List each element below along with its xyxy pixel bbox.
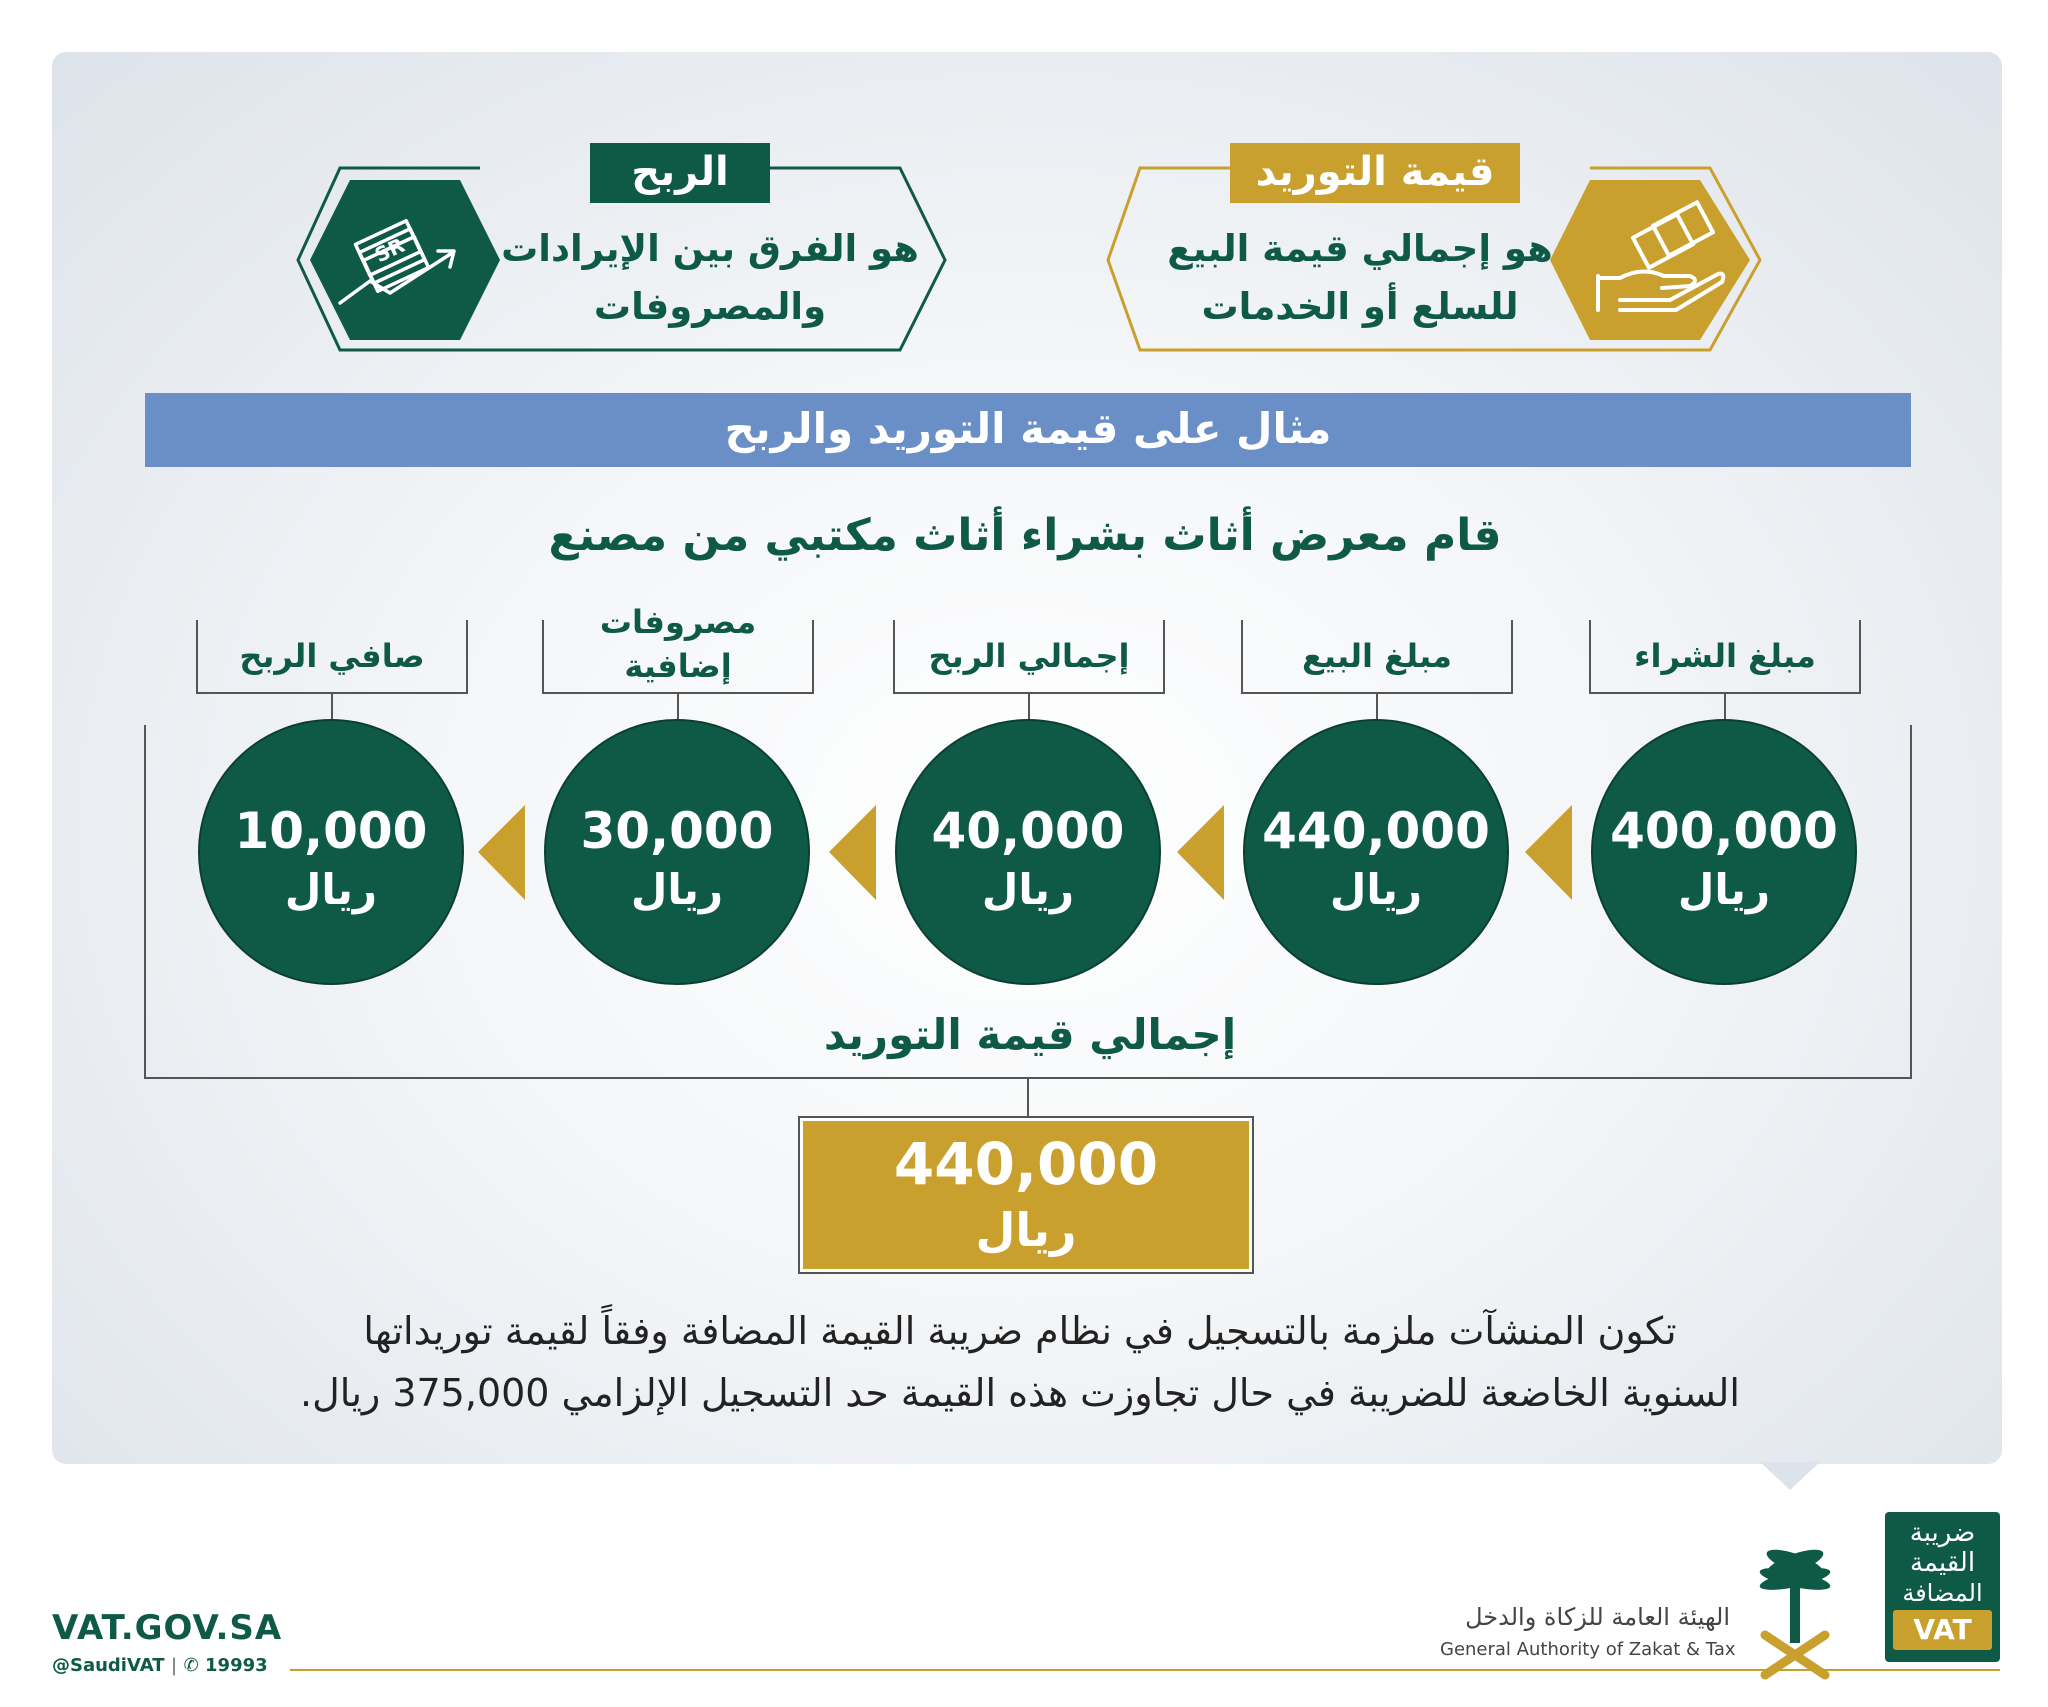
step-value-net-profit-currency: ريال	[284, 865, 378, 914]
vat-logo-ar-line1: ضريبة	[1909, 1518, 1976, 1548]
step-label-sale: مبلغ البيع	[1302, 637, 1452, 675]
authority-name-ar: الهيئة العامة للزكاة والدخل	[1465, 1603, 1730, 1631]
step-value-purchase-currency: ريال	[1677, 865, 1771, 914]
step-label-net-profit: صافي الربح	[239, 637, 425, 675]
example-subtitle: قام معرض أثاث بشراء أثاث مكتبي من مصنع	[548, 510, 1502, 561]
profit-title: الربح	[590, 143, 770, 203]
step-label-purchase: مبلغ الشراء	[1634, 637, 1816, 675]
profit-description-line1: هو الفرق بين الإيرادات	[501, 227, 919, 270]
supply-description-line1: هو إجمالي قيمة البيع	[1167, 227, 1553, 270]
registration-note-line1: تكون المنشآت ملزمة بالتسجيل في نظام ضريبة القيمة المضافة وفقاً لقيمة توريداتها	[363, 1309, 1677, 1353]
vat-logo-ar-line2: القيمة	[1909, 1548, 1976, 1578]
sr-icon-text: SR	[370, 232, 409, 268]
step-value-extra-expenses-amount: 30,000	[580, 802, 774, 860]
step-label-gross-profit: إجمالي الربح	[928, 637, 1130, 675]
phone-icon: ✆	[183, 1655, 199, 1676]
example-banner: مثال على قيمة التوريد والربح	[145, 393, 1911, 467]
supply-title: قيمة التوريد	[1230, 143, 1520, 203]
total-supply-label: إجمالي قيمة التوريد	[823, 1010, 1237, 1059]
step-value-net-profit-amount: 10,000	[234, 802, 428, 860]
step-label-extra-expenses-line2: إضافية	[624, 647, 732, 685]
step-value-purchase-amount: 400,000	[1610, 802, 1838, 860]
total-supply-amount: 440,000	[893, 1130, 1159, 1198]
total-supply-currency: ريال	[975, 1203, 1077, 1257]
step-value-gross-profit-amount: 40,000	[931, 802, 1125, 860]
profit-description-line2: والمصروفات	[593, 285, 827, 328]
step-value-extra-expenses-currency: ريال	[630, 865, 724, 914]
authority-name-en: General Authority of Zakat & Tax	[1440, 1639, 1736, 1660]
registration-note-line2: السنوية الخاضعة للضريبة في حال تجاوزت هذه القيمة حد التسجيل الإلزامي 375,000 ريال.	[300, 1371, 1740, 1415]
step-label-extra-expenses-line1: مصروفات	[599, 603, 757, 641]
step-value-sale-currency: ريال	[1329, 865, 1423, 914]
vat-logo-en: VAT	[1893, 1610, 1992, 1650]
supply-description-line2: للسلع أو الخدمات	[1201, 285, 1519, 328]
vat-logo	[1885, 1512, 2000, 1662]
phone-number[interactable]: 19993	[205, 1655, 268, 1676]
step-value-gross-profit-currency: ريال	[981, 865, 1075, 914]
vat-logo-ar-line3: المضافة	[1902, 1579, 1983, 1607]
palm-logo-icon	[1745, 1535, 1845, 1685]
step-value-sale-amount: 440,000	[1262, 802, 1490, 860]
website-link[interactable]: VAT.GOV.SA	[52, 1608, 283, 1648]
contact-line: @SaudiVAT | ✆ 19993	[52, 1655, 268, 1676]
twitter-handle[interactable]: @SaudiVAT	[52, 1655, 165, 1676]
